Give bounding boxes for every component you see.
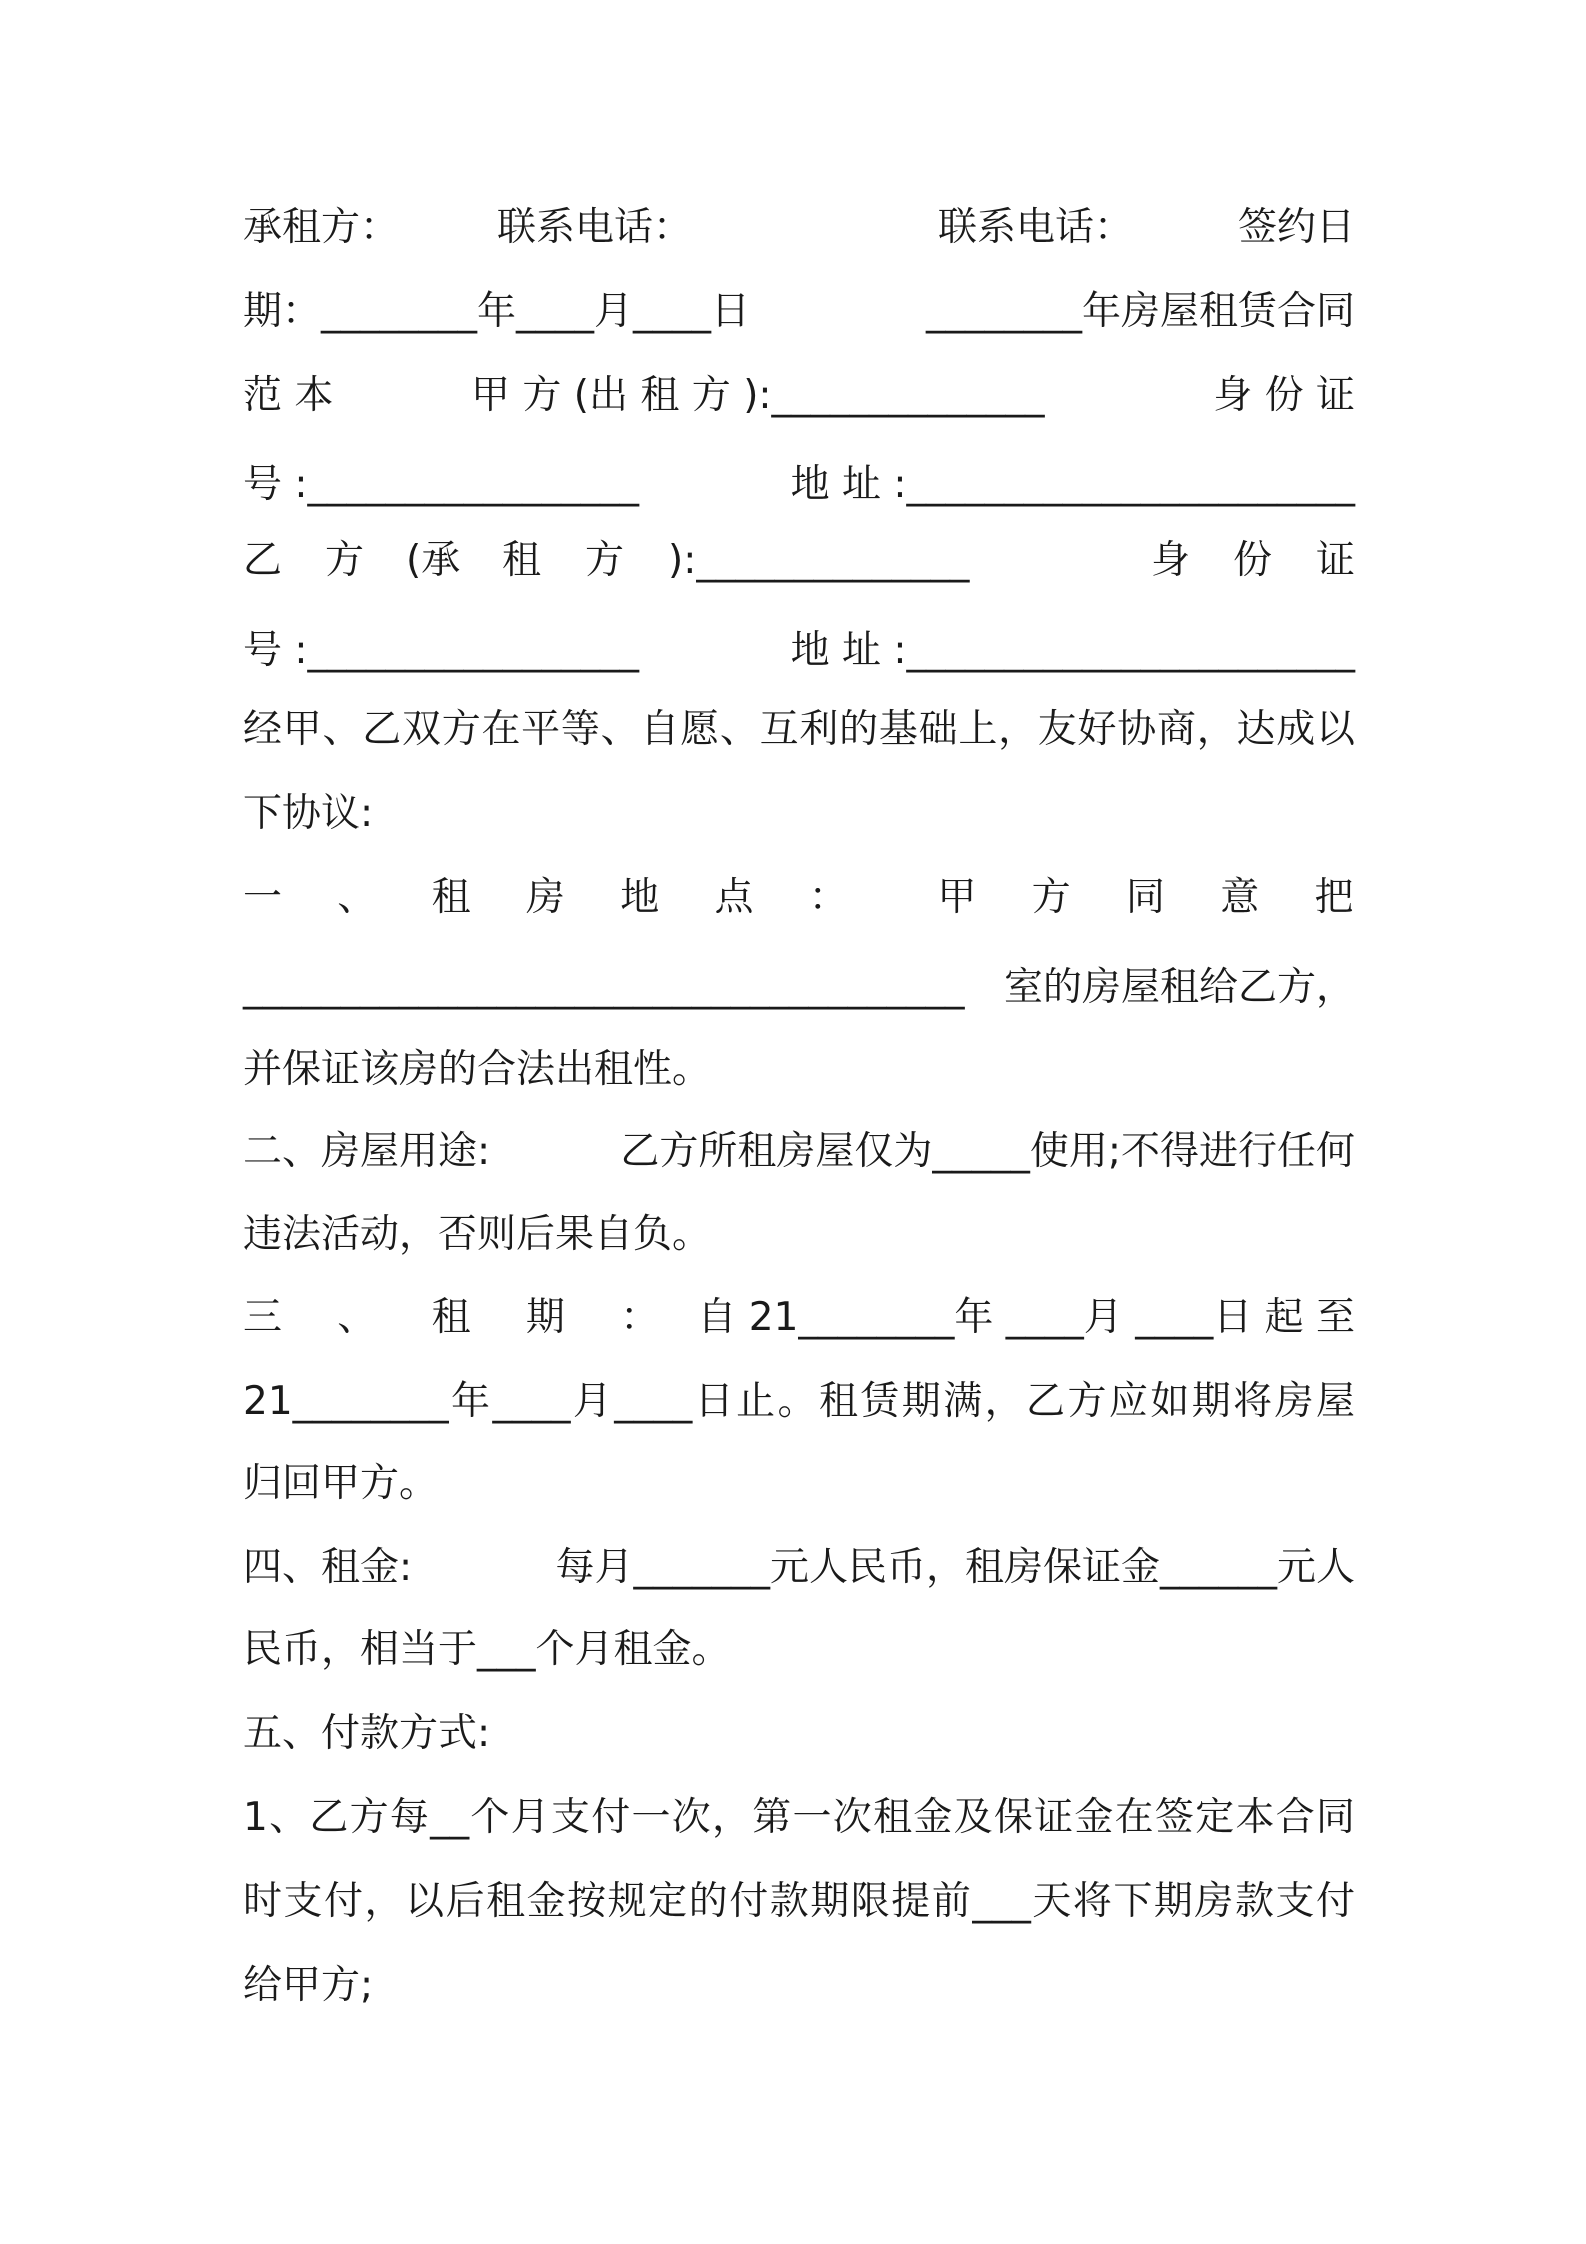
phone-label-2: 联系电话： (938, 205, 1134, 250)
paragraph-term-end: 21________年____月____日止。租赁期满，乙方应如期将房屋 (243, 1379, 1355, 1424)
line-1 (243, 198, 1355, 258)
id-label-b-3: 证 (1316, 538, 1356, 583)
paragraph-legal: 并保证该房的合法出租性。 (243, 1047, 712, 1092)
address-a: 地 址 :_______________________ (790, 462, 1355, 507)
line-2 (243, 282, 1355, 342)
party-b-blank: ):______________ (668, 538, 970, 583)
party-b-label-4: 租 (502, 538, 542, 583)
id-label-b-1: 身 (1151, 538, 1191, 583)
section-5-heading: 五、付款方式: (243, 1711, 491, 1756)
id-number-a: 号 :_________________ (243, 462, 640, 507)
paragraph-return: 归回甲方。 (243, 1461, 439, 1506)
id-label-b-2: 份 (1233, 538, 1273, 583)
party-b-label-1: 乙 (243, 538, 283, 583)
party-a-label: 甲 方 (出 租 方 ):______________ (471, 373, 1045, 418)
paragraph-rent-deposit: 民币，相当于___个月租金。 (243, 1627, 731, 1672)
party-b-label-2: 方 (325, 538, 365, 583)
line-12 (243, 1122, 1355, 1182)
section-4-heading: 四、租金: (243, 1545, 413, 1590)
room-blank: _____________________________________ (243, 965, 965, 1010)
line-6 (243, 621, 1355, 681)
party-b-label-5: 方 (585, 538, 625, 583)
section-3-heading: 三 、 租 期 ： (243, 1295, 681, 1340)
id-number-b: 号 :_________________ (243, 628, 640, 673)
room-text: 室的房屋租给乙方， (1003, 965, 1355, 1010)
lessee-label: 承租方： (243, 205, 400, 250)
sign-date-blanks: 期：________年____月____日 (243, 289, 751, 334)
address-b: 地 址 :_______________________ (790, 628, 1355, 673)
template-label: 范 本 (243, 373, 334, 418)
paragraph-intro-1: 经甲、乙双方在平等、自愿、互利的基础上，友好协商，达成以 (243, 707, 1355, 752)
party-b-label-3: (承 (406, 538, 461, 583)
line-10 (243, 958, 1355, 1018)
section-4-text: 每月_______元人民币，租房保证金______元人 (555, 1545, 1355, 1590)
payment-clause-1a: 1、乙方每__个月支付一次，第一次租金及保证金在签定本合同 (243, 1795, 1355, 1840)
section-2-heading: 二、房屋用途: (243, 1129, 491, 1174)
line-9 (243, 868, 1375, 928)
line-14 (243, 1288, 1355, 1348)
section-1-text: 甲 方 同 意 把 (937, 875, 1375, 920)
payment-clause-1c: 给甲方; (243, 1963, 374, 2008)
section-2-text: 乙方所租房屋仅为_____使用;不得进行任何 (620, 1129, 1355, 1174)
paragraph-liability: 违法活动，否则后果自负。 (243, 1212, 712, 1257)
section-3-text: 自 21________年 ____月 ____日 起 至 (697, 1295, 1355, 1340)
phone-label-1: 联系电话： (497, 205, 693, 250)
payment-clause-1b: 时支付，以后租金按规定的付款期限提前___天将下期房款支付 (243, 1879, 1355, 1924)
line-17 (243, 1538, 1355, 1598)
section-1-heading: 一 、 租 房 地 点 ： (243, 875, 870, 920)
contract-title: ________年房屋租赁合同 (925, 289, 1355, 334)
sign-date-label: 签约日 (1237, 205, 1355, 250)
id-label-a: 身 份 证 (1213, 373, 1355, 418)
paragraph-intro-2: 下协议: (243, 791, 374, 836)
line-3 (243, 366, 1355, 426)
line-5 (243, 531, 1355, 591)
line-4 (243, 455, 1355, 515)
